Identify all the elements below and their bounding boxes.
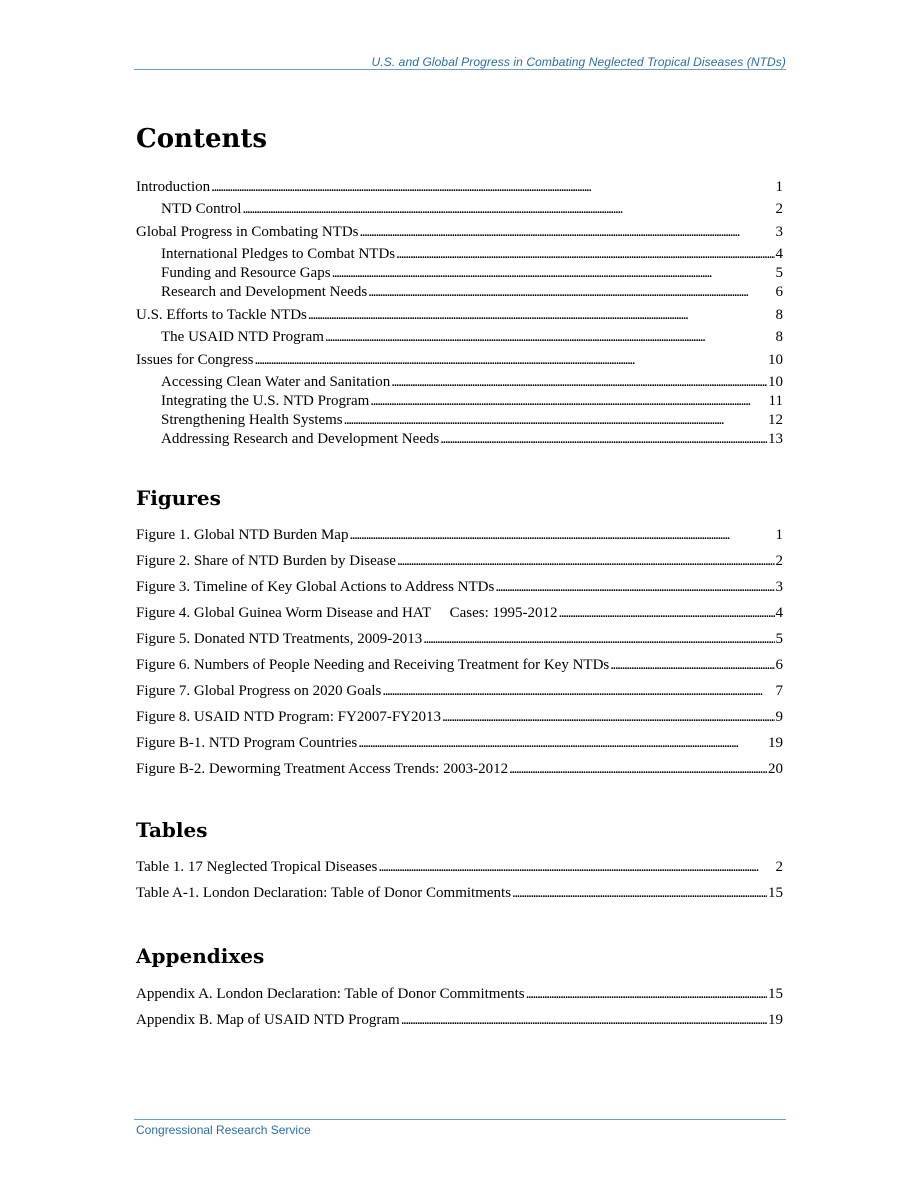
toc-entry-label: Figure B-2. Deworming Treatment Access Trends: 2003-2012 [136,761,509,777]
toc-page-number: 15 [768,986,783,1002]
tables-entry[interactable] [136,858,783,876]
tables-entry[interactable] [136,884,783,902]
dot-leader [397,552,775,570]
contents-entry[interactable] [136,223,783,241]
dot-leader [242,200,774,218]
figures-entry[interactable] [136,734,783,752]
toc-page-number: 6 [775,284,783,300]
contents-entry[interactable] [161,264,783,282]
dot-leader [391,373,767,391]
toc-entry-label: Figure 5. Donated NTD Treatments, 2009-2013 [136,631,423,647]
toc-page-number: 7 [775,683,783,699]
dot-leader [349,526,774,544]
toc-page-number: 8 [775,307,783,323]
toc-entry-label: Issues for Congress [136,352,254,368]
toc-entry-label: NTD Control [161,201,242,217]
toc-page-number: 2 [775,553,783,569]
toc-page-number: 2 [775,201,783,217]
toc-entry-label: Accessing Clean Water and Sanitation [161,374,391,390]
contents-entry[interactable] [161,430,783,448]
header-rule [134,69,786,70]
toc-entry-label: Figure 8. USAID NTD Program: FY2007-FY2013 [136,709,441,725]
figures-title: Figures [136,486,221,510]
toc-page-number: 3 [775,224,783,240]
toc-page-number: 4 [775,246,783,262]
dot-leader [442,708,775,726]
toc-page-number: 13 [768,431,783,447]
contents-entry[interactable] [136,178,783,196]
figures-entry[interactable] [136,708,783,726]
toc-page-number: 12 [768,412,783,428]
appendixes-title: Appendixes [136,944,265,968]
figures-entry[interactable] [136,526,783,544]
toc-page-number: 11 [768,393,783,409]
dot-leader [495,578,774,596]
footer-rule [134,1119,786,1120]
toc-entry-label: The USAID NTD Program [161,329,324,345]
toc-entry-label: Figure B-1. NTD Program Countries [136,735,358,751]
toc-page-number: 10 [768,352,783,368]
toc-page-number: 8 [775,329,783,345]
toc-page-number: 5 [775,265,783,281]
footer-publisher: Congressional Research Service [136,1123,311,1137]
toc-entry-label: Funding and Resource Gaps [161,265,331,281]
dot-leader [360,223,775,241]
figures-entry[interactable] [136,682,783,700]
toc-page-number: 5 [775,631,783,647]
figures-entry[interactable] [136,630,783,648]
contents-entry[interactable] [161,200,783,218]
toc-page-number: 2 [775,859,783,875]
contents-entry[interactable] [161,328,783,346]
toc-page-number: 20 [768,761,783,777]
contents-entry[interactable] [136,306,783,324]
toc-page-number: 10 [768,374,783,390]
dot-leader [370,392,767,410]
dot-leader [332,264,775,282]
toc-entry-label: Introduction [136,179,211,195]
contents-title: Contents [136,124,268,154]
dot-leader [610,656,774,674]
toc-page-number: 3 [775,579,783,595]
figures-entry[interactable] [136,760,783,778]
toc-entry-label: Global Progress in Combating NTDs [136,224,359,240]
dot-leader [325,328,775,346]
toc-entry-label: Figure 4. Global Guinea Worm Disease and HAT Cases: 1995-2012 [136,605,558,621]
toc-entry-label: Integrating the U.S. NTD Program [161,393,370,409]
toc-entry-label: Figure 7. Global Progress on 2020 Goals [136,683,382,699]
toc-entry-label: Addressing Research and Development Needs [161,431,440,447]
dot-leader [344,411,767,429]
dot-leader [512,884,767,902]
figures-entry[interactable] [136,656,783,674]
toc-page-number: 4 [775,605,783,621]
dot-leader [255,351,768,369]
dot-leader [378,858,774,876]
dot-leader [509,760,767,778]
toc-entry-label: Strengthening Health Systems [161,412,343,428]
dot-leader [382,682,774,700]
dot-leader [308,306,775,324]
dot-leader [211,178,774,196]
figures-entry[interactable] [136,552,783,570]
toc-entry-label: Figure 3. Timeline of Key Global Actions to Address NTDs [136,579,495,595]
appendixes-entry[interactable] [136,985,783,1003]
toc-page-number: 15 [768,885,783,901]
dot-leader [423,630,774,648]
appendixes-entry[interactable] [136,1011,783,1029]
contents-entry[interactable] [161,411,783,429]
toc-page-number: 6 [775,657,783,673]
toc-entry-label: Figure 1. Global NTD Burden Map [136,527,349,543]
dot-leader [401,1011,767,1029]
dot-leader [358,734,767,752]
dot-leader [368,283,774,301]
tables-title: Tables [136,818,208,842]
toc-page-number: 1 [775,179,783,195]
toc-page-number: 9 [775,709,783,725]
toc-entry-label: Appendix A. London Declaration: Table of Donor Commitments [136,986,525,1002]
contents-entry[interactable] [161,373,783,391]
figures-entry[interactable] [136,578,783,596]
contents-entry[interactable] [136,351,783,369]
toc-entry-label: Table 1. 17 Neglected Tropical Diseases [136,859,378,875]
figures-entry[interactable] [136,604,783,622]
dot-leader [526,985,767,1003]
toc-entry-label: Research and Development Needs [161,284,368,300]
dot-leader [559,604,775,622]
contents-entry[interactable] [161,245,783,263]
toc-entry-label: International Pledges to Combat NTDs [161,246,396,262]
contents-entry[interactable] [161,392,783,410]
contents-entry[interactable] [161,283,783,301]
toc-entry-label: U.S. Efforts to Tackle NTDs [136,307,307,323]
running-header: U.S. and Global Progress in Combating Neglected Tropical Diseases (NTDs) [371,55,786,69]
toc-page-number: 19 [768,735,783,751]
dot-leader [440,430,767,448]
toc-entry-label: Appendix B. Map of USAID NTD Program [136,1012,400,1028]
toc-entry-label: Table A-1. London Declaration: Table of Donor Commitments [136,885,512,901]
toc-entry-label: Figure 6. Numbers of People Needing and Receiving Treatment for Key NTDs [136,657,610,673]
toc-page-number: 19 [768,1012,783,1028]
toc-entry-label: Figure 2. Share of NTD Burden by Disease [136,553,396,569]
toc-page-number: 1 [775,527,783,543]
dot-leader [396,245,774,263]
